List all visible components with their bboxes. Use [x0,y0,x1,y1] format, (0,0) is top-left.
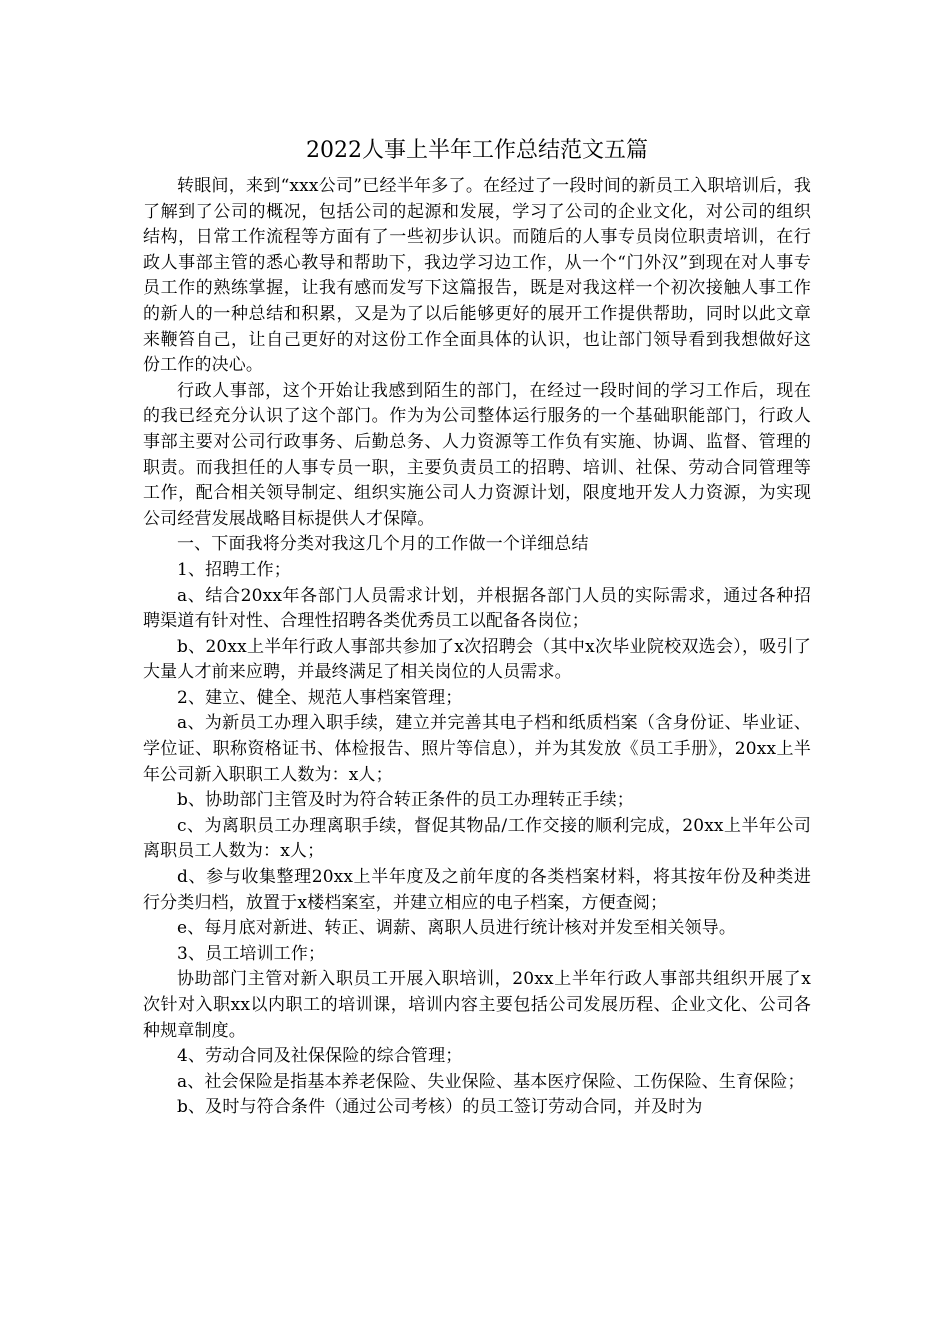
paragraph-archives-e: e、每月底对新进、转正、调薪、离职人员进行统计核对并发至相关领导。 [177,918,737,939]
subheading-contracts: 4、劳动合同及社保保险的综合管理； [177,1046,463,1067]
paragraph-department: 行政人事部，这个开始让我感到陌生的部门，在经过一段时间的学习工作后，现在的我已经充分认识了这个部门。作为为公司整体运行服务的一个基础职能部门，行政人事部主要对公司行政事务、后勤总务、人力资源等工作负有实施、协调、监督、管理的职责。而我担任的人事专员一职，主要负责员工的招聘、培训、社保、劳动合同管理等工作，配合相关领导制定、组织实施公司人力资源计划，限度地开发人力资源，为实现公司经营发展战略目标提供人才保障。 [143,380,811,529]
paragraph-archives-a: a、为新员工办理入职手续，建立并完善其电子档和纸质档案（含身份证、毕业证、学位证、职称资格证书、体检报告、照片等信息），并为其发放《员工手册》，20xx上半年公司新入职职工人数为：x人； [143,713,811,785]
paragraph-archives-b: b、协助部门主管及时为符合转正条件的员工办理转正手续； [177,790,634,811]
document-page [143,128,811,1121]
paragraph-archives-d: d、参与收集整理20xx上半年度及之前年度的各类档案材料，将其按年份及种类进行分类归档，放置于x楼档案室，并建立相应的电子档案，方便查阅； [143,867,811,913]
paragraph-contracts-a: a、社会保险是指基本养老保险、失业保险、基本医疗保险、工伤保险、生育保险； [177,1071,805,1092]
subheading-recruitment: 1、招聘工作； [177,559,291,580]
paragraph-intro: 转眼间，来到“xxx公司”已经半年多了。在经过了一段时间的新员工入职培训后，我了解到了公司的概况，包括公司的起源和发展，学习了公司的企业文化，对公司的组织结构，日常工作流程等方面有了一些初步认识。而随后的人事专员岗位职责培训，在行政人事部主管的悉心教导和帮助下，我边学习边工作，从一个“门外汉”到现在对人事专员工作的熟练掌握，让我有感而发写下这篇报告，既是对我这样一个初次接触人事工作的新人的一种总结和积累，又是为了以后能够更好的展开工作提供帮助，同时以此文章来鞭笞自己，让自己更好的对这份工作全面具体的认识，也让部门领导看到我想做好这份工作的决心。 [143,176,811,376]
subheading-archives: 2、建立、健全、规范人事档案管理； [177,687,463,708]
paragraph-recruitment-a: a、结合20xx年各部门人员需求计划，并根据各部门人员的实际需求，通过各种招聘渠道有针对性、合理性招聘各类优秀员工以配备各岗位； [143,585,811,632]
subheading-training: 3、员工培训工作； [177,943,326,964]
section-heading-summary: 一、下面我将分类对我这几个月的工作做一个详细总结 [177,534,589,555]
paragraph-training: 协助部门主管对新入职员工开展入职培训，20xx上半年行政人事部共组织开展了x次针对入职xx以内职工的培训课，培训内容主要包括公司发展历程、企业文化、公司各种规章制度。 [143,969,811,1041]
paragraph-contracts-b: b、及时与符合条件（通过公司考核）的员工签订劳动合同，并及时为 [177,1097,703,1118]
paragraph-archives-c: c、为离职员工办理离职手续，督促其物品/工作交接的顺利完成，20xx上半年公司离职员工人数为：x人； [143,815,811,862]
document-title: 2022人事上半年工作总结范文五篇 [306,138,648,163]
paragraph-recruitment-b: b、20xx上半年行政人事部共参加了x次招聘会（其中x次毕业院校双选会），吸引了大量人才前来应聘，并最终满足了相关岗位的人员需求。 [143,636,811,683]
